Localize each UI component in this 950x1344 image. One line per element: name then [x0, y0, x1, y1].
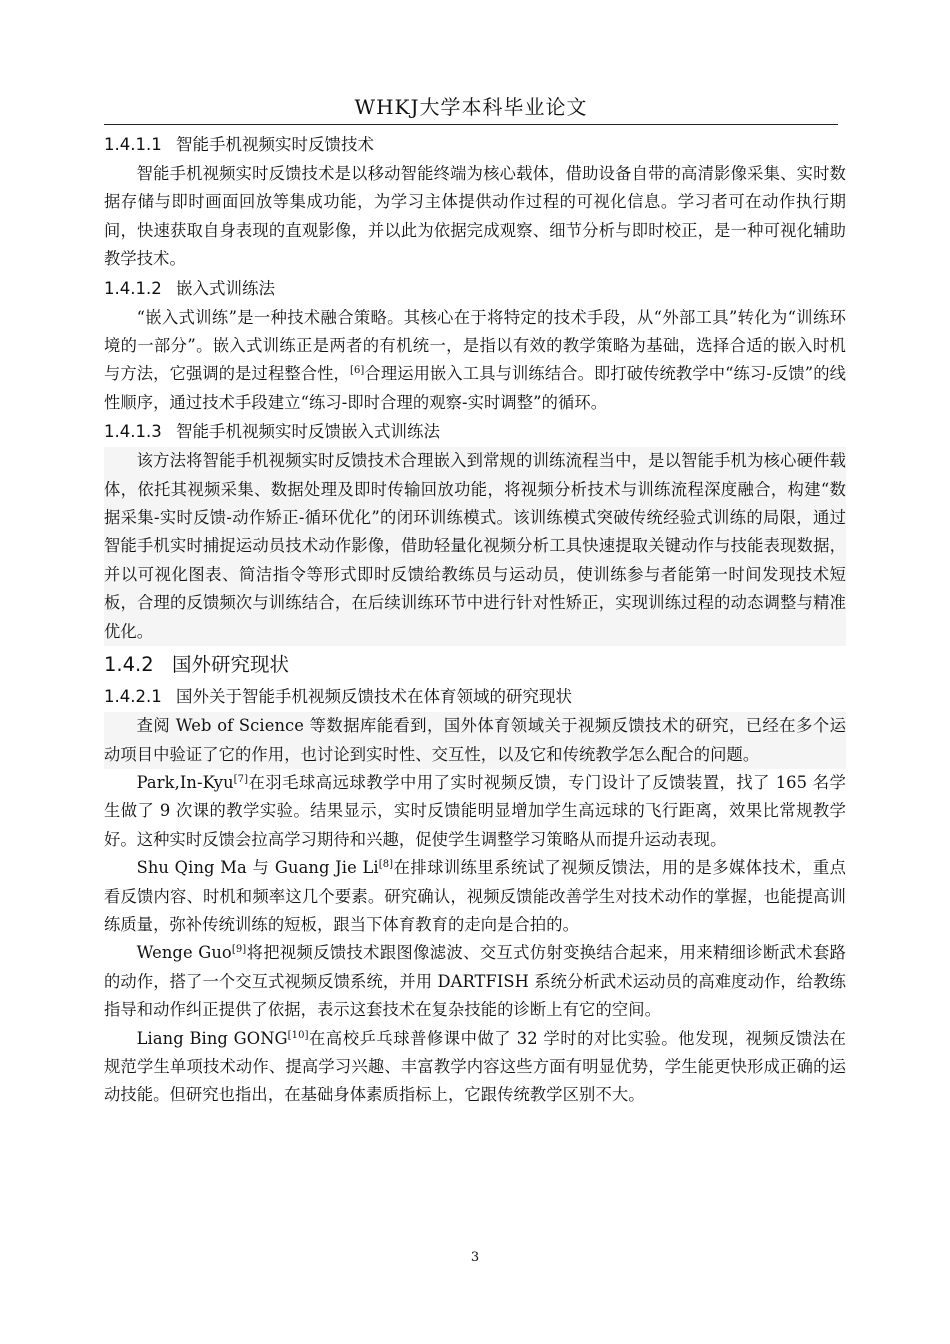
section-title: 智能手机视频实时反馈技术: [176, 135, 374, 154]
section-title: 国外关于智能手机视频反馈技术在体育领域的研究现状: [176, 687, 572, 707]
section-title: 嵌入式训练法: [176, 278, 275, 298]
author-name: Park,In-Kyu: [136, 772, 234, 792]
paragraph-foreign-overview: 查阅 Web of Science 等数据库能看到，国外体育领域关于视频反馈技术的研究，已经在多个运动项目中验证了它的作用，也讨论到实时性、交互性，以及它和传统教学怎么配合的问题。: [104, 712, 846, 769]
author-name: Liang Bing GONG: [136, 1028, 288, 1048]
page-number: 3: [470, 1250, 480, 1265]
paragraph-text: 合理运用嵌入工具与训练结合。即打破传统教学中“练习-反馈”的线性顺序，通过技术手段建立“练习-即时合理的观察-实时调整”的循环。: [104, 364, 846, 412]
section-heading-1-4-2: [104, 648, 846, 682]
citation-7: [7]: [233, 773, 249, 785]
paragraph-text: 在高校乒乓球普修课中做了 32 学时的对比实验。他发现，视频反馈法在规范学生单项技术动作、提高学习兴趣、丰富教学内容这些方面有明显优势，学生能更快形成正确的运动技能。但研究也指出，在基础身体素质指标上，它跟传统教学区别不大。: [104, 1028, 846, 1105]
paragraph-text: 在排球训练里系统试了视频反馈法，用的是多媒体技术，重点看反馈内容、时机和频率这几个要素。研究确认，视频反馈能改善学生对技术动作的掌握，也能提高训练质量，弥补传统训练的短板，跟当下体育教育的走向是合拍的。: [104, 858, 846, 934]
section-number: 1.4.2: [104, 653, 154, 677]
paragraph-text: 将把视频反馈技术跟图像滤波、交互式仿射变换结合起来，用来精细诊断武术套路的动作，搭了一个交互式视频反馈系统，并用 DARTFISH 系统分析武术运动员的高难度动作，给教练指导和动作纠正提供了依据，表示这套技术在复杂技能的诊断上有它的空间。: [104, 943, 846, 1020]
paragraph-guo: [104, 939, 846, 1024]
section-number: 1.4.1.2: [104, 278, 162, 298]
section-heading-1-4-1-3: [104, 417, 846, 447]
section-heading-1-4-1-2: [104, 274, 846, 304]
paragraph-text: 在羽毛球高远球教学中用了实时视频反馈，专门设计了反馈装置，找了 165 名学生做了 9 次课的教学实验。结果显示，实时反馈能明显增加学生高远球的飞行距离，效果比常规教学好。这种实时反馈会拉高学习期待和兴趣，促使学生调整学习策略从而提升运动表现。: [104, 772, 846, 849]
paragraph-embedded-method: 该方法将智能手机视频实时反馈技术合理嵌入到常规的训练流程当中，是以智能手机为核心硬件载体，依托其视频采集、数据处理及即时传输回放功能，将视频分析技术与训练流程深度融合，构建“数据采集-实时反馈-动作矫正-循环优化”的闭环训练模式。该训练模式突破传统经验式训练的局限，通过智能手机实时捕捉运动员技术动作影像，借助轻量化视频分析工具快速提取关键动作与技能表现数据，并以可视化图表、简洁指令等形式即时反馈给教练员与运动员，使训练参与者能第一时间发现技术短板，合理的反馈频次与训练结合，在后续训练环节中进行针对性矫正，实现训练过程的动态调整与精准优化。: [104, 447, 846, 646]
author-name: Wenge Guo: [136, 943, 232, 963]
section-number: 1.4.1.3: [104, 422, 162, 442]
running-header: [104, 92, 838, 125]
citation-8: [8]: [378, 859, 394, 871]
citation-6: [6]: [349, 365, 365, 377]
paragraph-park: [104, 769, 846, 854]
section-heading-1-4-1-1: [104, 130, 846, 160]
section-number: 1.4.1.1: [104, 135, 162, 154]
paragraph-text: “嵌入式训练”是一种技术融合策略。其核心在于将特定的技术手段，从“外部工具”转化为“训练环境的一部分”。嵌入式训练正是两者的有机统一，是指以有效的教学策略为基础，选择合适的嵌入时机与方法，它强调的是过程整合性，: [104, 307, 846, 384]
section-title: 国外研究现状: [172, 653, 290, 677]
page-body: [104, 130, 846, 1110]
paragraph-ma-li: [104, 854, 846, 939]
header-title: WHKJ大学本科毕业论文: [354, 95, 588, 119]
section-heading-1-4-2-1: [104, 682, 846, 712]
section-number: 1.4.2.1: [104, 687, 162, 707]
section-title: 智能手机视频实时反馈嵌入式训练法: [176, 422, 440, 442]
citation-10: [10]: [287, 1029, 309, 1041]
author-name: Shu Qing Ma 与 Guang Jie Li: [136, 858, 379, 878]
citation-9: [9]: [231, 944, 247, 956]
paragraph-gong: [104, 1025, 846, 1110]
paragraph-smartphone-feedback: 智能手机视频实时反馈技术是以移动智能终端为核心载体，借助设备自带的高清影像采集、实时数据存储与即时画面回放等集成功能，为学习主体提供动作过程的可视化信息。学习者可在动作执行期间，快速获取自身表现的直观影像，并以此为依据完成观察、细节分析与即时校正，是一种可视化辅助教学技术。: [104, 164, 846, 269]
paragraph-embedded-training: [104, 304, 846, 418]
